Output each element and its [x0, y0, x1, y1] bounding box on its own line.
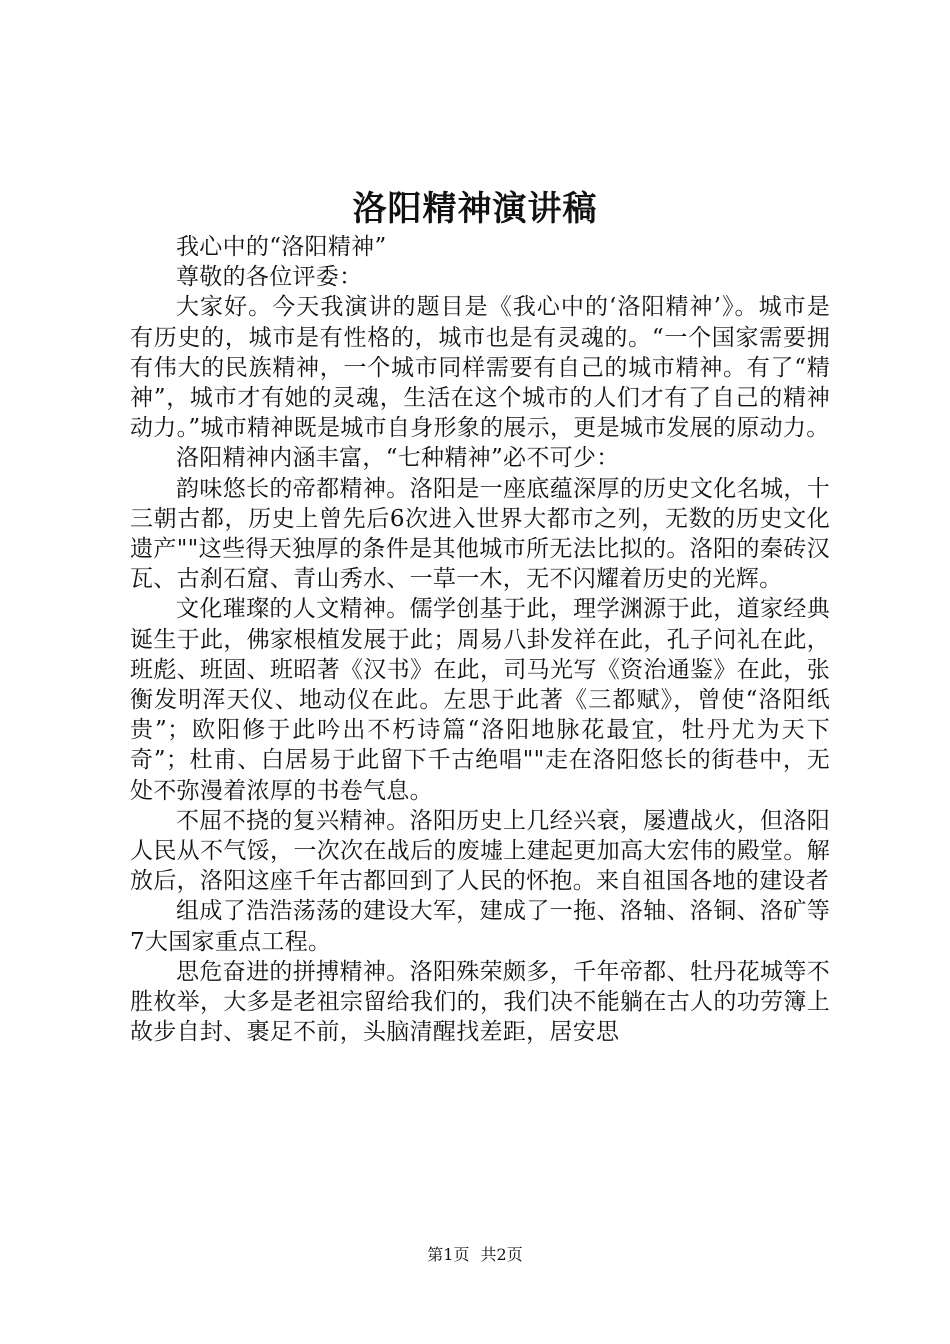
paragraph-humanist-spirit: 文化璀璨的人文精神。儒学创基于此，理学渊源于此，道家经典诞生于此，佛家根植发展于此；周易八卦发祥在此，孔子问礼在此，班彪、班固、班昭著《汉书》在此，司马光写《资治通鉴》在此，张衡发明浑天仪、地动仪在此。左思于此著《三都赋》，曾使“洛阳纸贵”；欧阳修于此吟出不朽诗篇“洛阳地脉花最宜，牡丹尤为天下奇”；杜甫、白居易于此留下千古绝唱""走在洛阳悠长的街巷中，无处不弥漫着浓厚的书卷气息。 — [130, 596, 830, 804]
document-title: 洛阳精神演讲稿 — [352, 189, 598, 229]
paragraph-revival-spirit: 不屈不挠的复兴精神。洛阳历史上几经兴衰，屡遭战火，但洛阳人民从不气馁，一次次在战后的废墟上建起更加高大宏伟的殿堂。解放后，洛阳这座千年古都回到了人民的怀抱。来自祖国各地的建设者 — [130, 807, 830, 895]
paragraph-intro: 大家好。今天我演讲的题目是《我心中的‘洛阳精神’》。城市是有历史的，城市是有性格的，城市也是有灵魂的。“一个国家需要拥有伟大的民族精神，一个城市同样需要有自己的城市精神。有了“精神”，城市才有她的灵魂，生活在这个城市的人们才有了自己的精神动力。”城市精神既是城市自身形象的展示，更是城市发展的原动力。 — [130, 294, 830, 442]
document-body — [130, 232, 830, 1047]
paragraph-salutation: 尊敬的各位评委： — [176, 264, 363, 291]
paragraph-imperial-spirit: 韵味悠长的帝都精神。洛阳是一座底蕴深厚的历史文化名城，十三朝古都，历史上曾先后6次进入世界大都市之列，无数的历史文化遗产""这些得天独厚的条件是其他城市所无法比拟的。洛阳的秦砖汉瓦、古刹石窟、青山秀水、一草一木，无不闪耀着历史的光辉。 — [130, 475, 830, 593]
page-indicator: 第1页 共2页 — [427, 1245, 523, 1264]
paragraph-striving-spirit: 思危奋进的拼搏精神。洛阳殊荣颇多，千年帝都、牡丹花城等不胜枚举，大多是老祖宗留给我们的，我们决不能躺在古人的功劳簿上故步自封、裹足不前，头脑清醒找差距，居安思 — [130, 958, 830, 1046]
paragraph-subtitle: 我心中的“洛阳精神” — [176, 234, 387, 260]
paragraph-construction: 组成了浩浩荡荡的建设大军，建成了一拖、洛轴、洛铜、洛矿等7大国家重点工程。 — [130, 898, 830, 955]
paragraph-overview: 洛阳精神内涵丰富，“七种精神”必不可少： — [176, 445, 620, 472]
